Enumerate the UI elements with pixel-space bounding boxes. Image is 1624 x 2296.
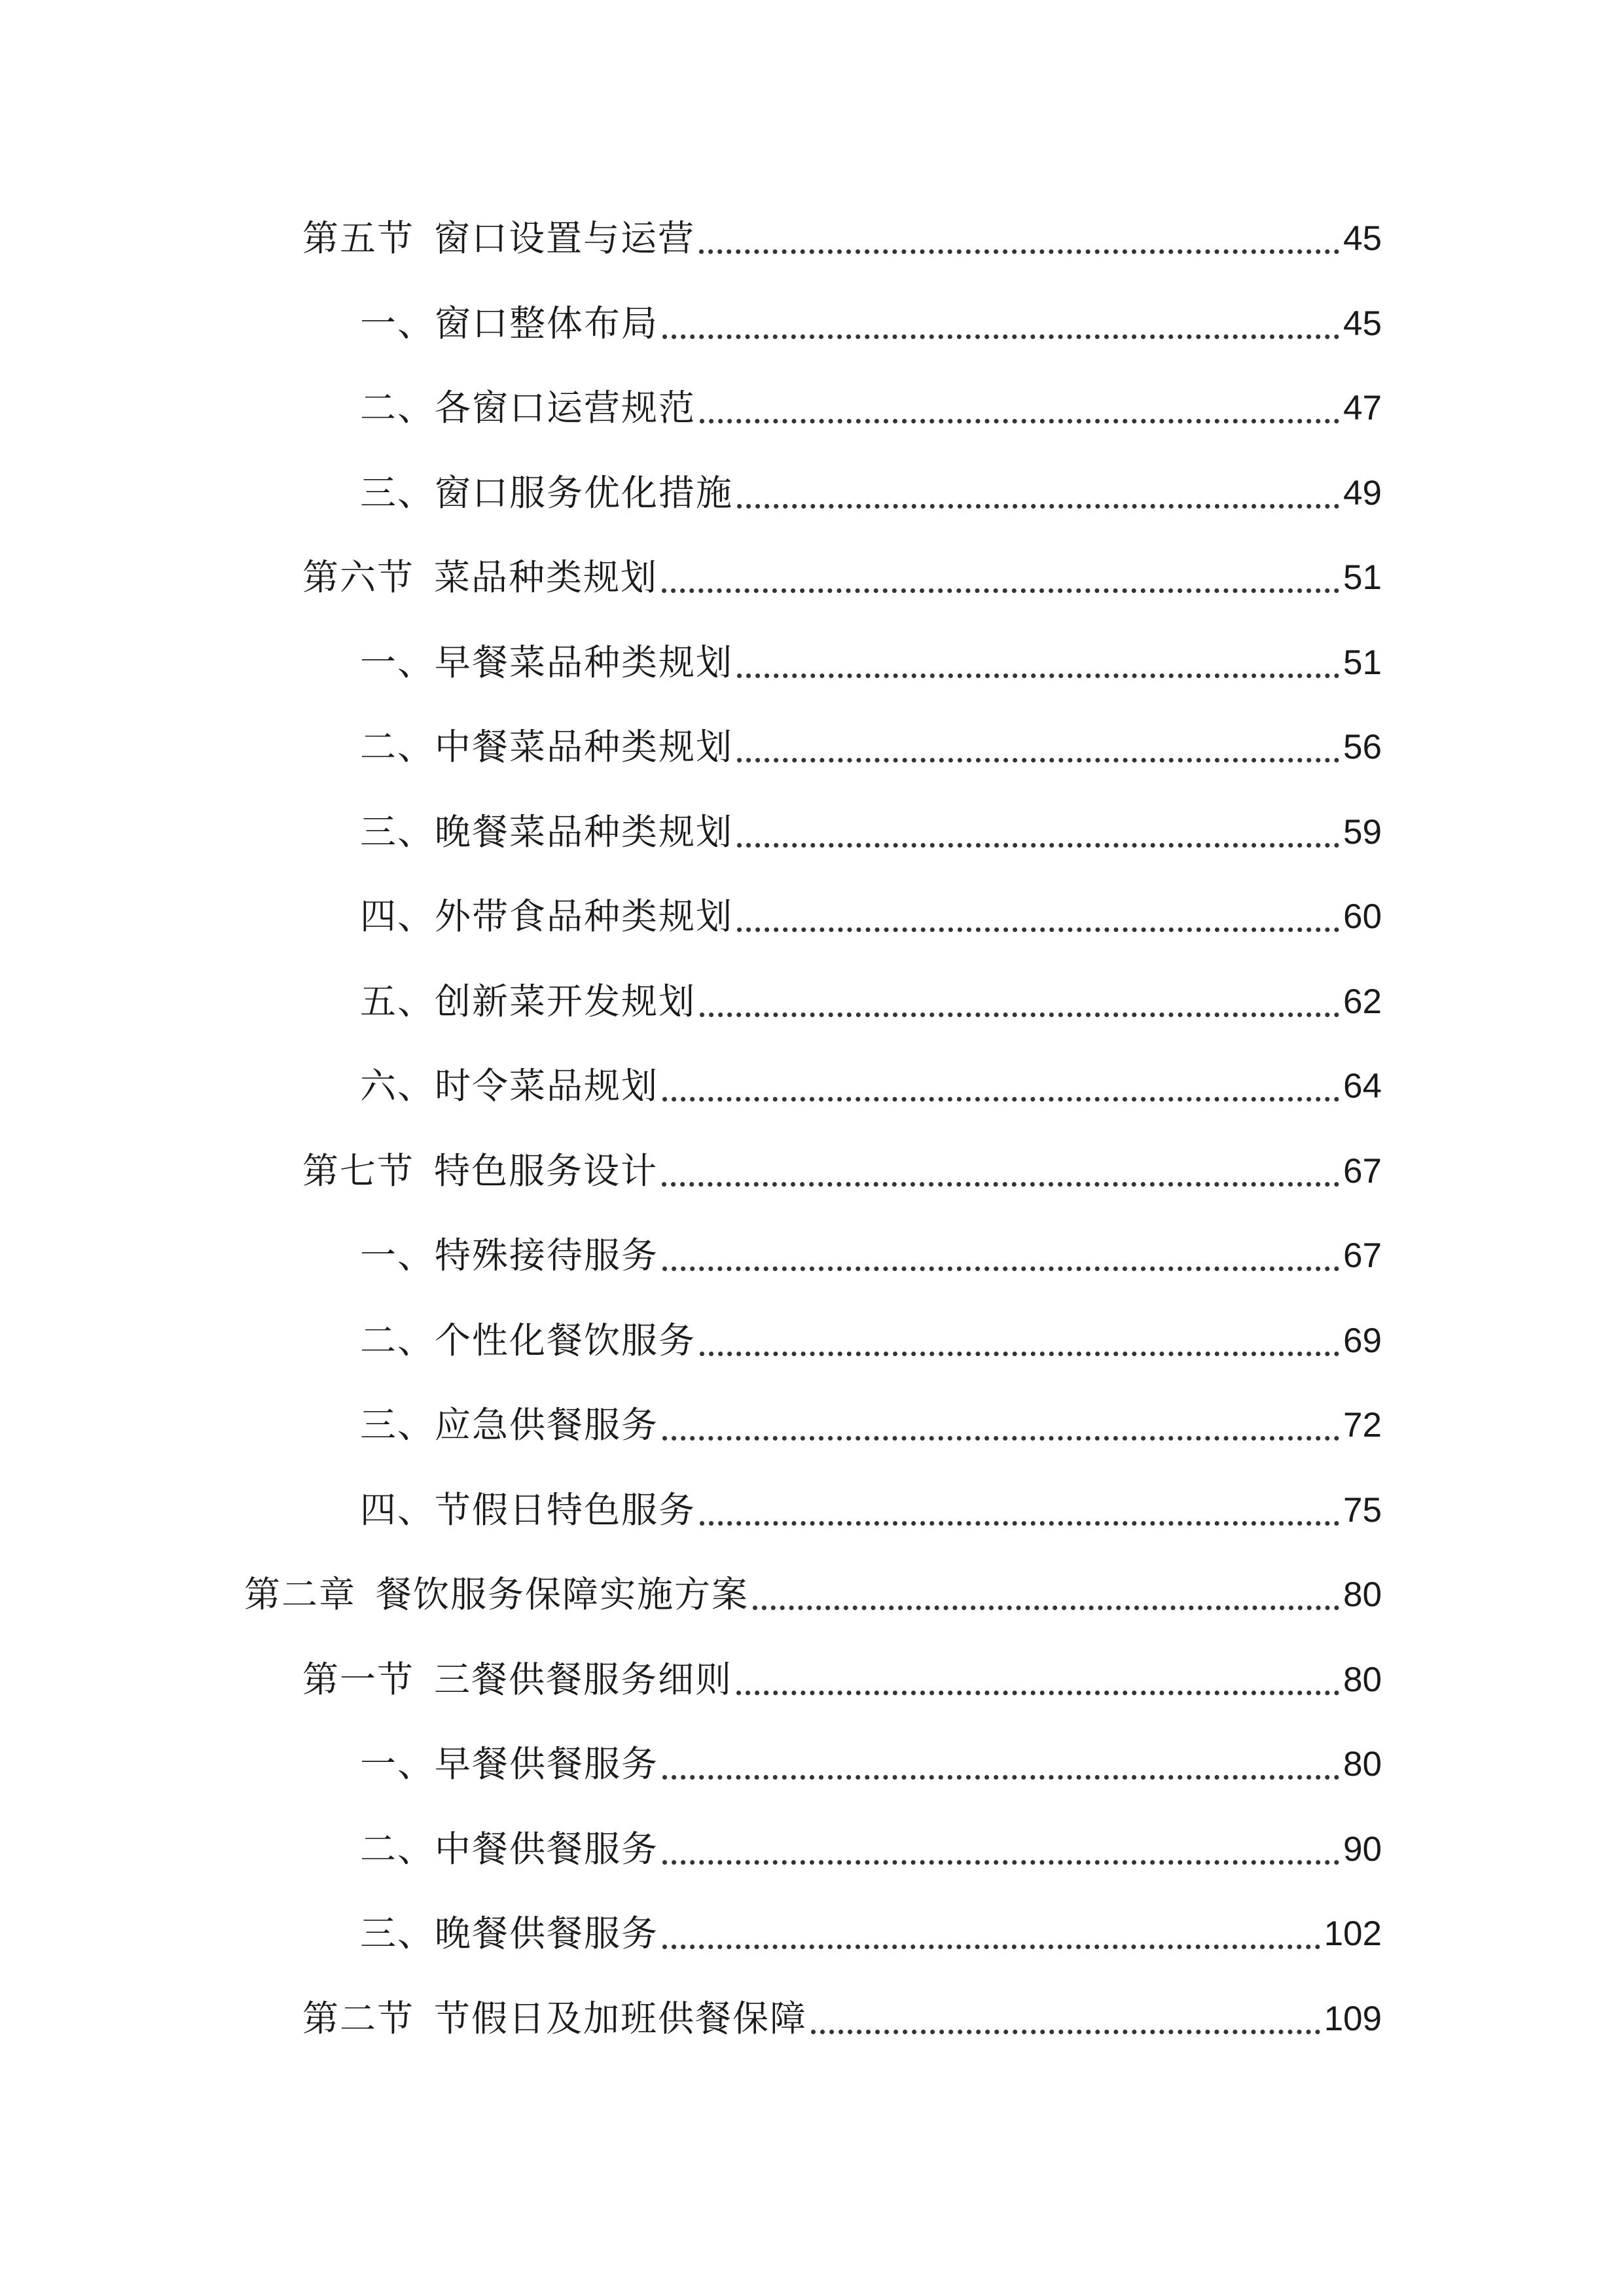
toc-entry-title: 一、早餐菜品种类规划 xyxy=(360,641,734,683)
toc-entry[interactable] xyxy=(360,630,1382,695)
toc-page-number: 62 xyxy=(1343,982,1382,1021)
toc-entry-title: 三、窗口服务优化措施 xyxy=(360,471,734,514)
toc-leader-dots xyxy=(811,2030,1320,2034)
toc-page-number: 80 xyxy=(1343,1660,1382,1699)
toc-entry[interactable] xyxy=(360,1901,1382,1966)
toc-entry-title: 六、时令菜品规划 xyxy=(360,1064,659,1107)
toc-leader-dots xyxy=(700,1013,1339,1017)
toc-entry-title: 一、特殊接待服务 xyxy=(360,1234,659,1276)
toc-entry[interactable] xyxy=(360,1053,1382,1119)
toc-entry[interactable] xyxy=(360,1223,1382,1288)
toc-leader-dots xyxy=(699,249,1339,254)
toc-page-number: 51 xyxy=(1343,643,1382,682)
toc-entry[interactable] xyxy=(302,1647,1382,1712)
toc-leader-dots xyxy=(737,843,1339,848)
toc-leader-dots xyxy=(753,1605,1339,1610)
toc-entry-title: 四、外带食品种类规划 xyxy=(360,895,734,937)
toc-entry-title: 三、应急供餐服务 xyxy=(360,1403,659,1446)
toc-leader-dots xyxy=(737,758,1339,762)
toc-leader-dots xyxy=(737,504,1339,509)
toc-page-number: 49 xyxy=(1343,473,1382,512)
toc-entry-title: 第七节 特色服务设计 xyxy=(302,1149,659,1192)
toc-entry[interactable] xyxy=(302,1138,1382,1204)
toc-entry-title: 第二节 节假日及加班供餐保障 xyxy=(302,1997,808,2039)
toc-page-number: 75 xyxy=(1343,1490,1382,1530)
toc-entry[interactable] xyxy=(360,291,1382,356)
toc-entry[interactable] xyxy=(360,1731,1382,1797)
toc-entry[interactable] xyxy=(244,1562,1382,1627)
toc-entry-title: 第五节 窗口设置与运营 xyxy=(302,217,696,259)
toc-page-number: 80 xyxy=(1343,1744,1382,1784)
toc-entry[interactable] xyxy=(360,714,1382,780)
toc-entry-title: 二、各窗口运营规范 xyxy=(360,386,696,429)
toc-leader-dots xyxy=(662,588,1339,593)
toc-entry-title: 二、个性化餐饮服务 xyxy=(360,1319,696,1361)
toc-entry-title: 五、创新菜开发规划 xyxy=(360,980,696,1022)
toc-entry-title: 一、早餐供餐服务 xyxy=(360,1742,659,1785)
toc-page-number: 56 xyxy=(1343,727,1382,766)
toc-page-number: 60 xyxy=(1343,897,1382,936)
toc-leader-dots xyxy=(662,1945,1320,1949)
toc-entry-title: 二、中餐供餐服务 xyxy=(360,1827,659,1870)
toc-entry-title: 第六节 菜品种类规划 xyxy=(302,556,659,598)
toc-page-number: 59 xyxy=(1343,812,1382,852)
toc-leader-dots xyxy=(737,673,1339,678)
toc-entry-title: 三、晚餐菜品种类规划 xyxy=(360,810,734,853)
toc-leader-dots xyxy=(662,1860,1339,1865)
toc-entry[interactable] xyxy=(360,1816,1382,1882)
toc-page-number: 47 xyxy=(1343,388,1382,427)
toc-page-number: 109 xyxy=(1324,1999,1382,2038)
toc-entry[interactable] xyxy=(360,375,1382,440)
toc-page-number: 51 xyxy=(1343,558,1382,597)
toc-page-number: 90 xyxy=(1343,1829,1382,1869)
toc-entry[interactable] xyxy=(360,969,1382,1034)
toc-entry[interactable] xyxy=(360,884,1382,949)
toc-page-number: 102 xyxy=(1324,1914,1382,1953)
toc-page-number: 67 xyxy=(1343,1151,1382,1191)
toc-page-number: 69 xyxy=(1343,1321,1382,1360)
toc-entry-title: 一、窗口整体布局 xyxy=(360,302,659,344)
toc-entry-title: 第一节 三餐供餐服务细则 xyxy=(302,1658,733,1700)
toc-leader-dots xyxy=(662,1775,1339,1780)
toc-entry-title: 四、节假日特色服务 xyxy=(360,1488,696,1531)
toc-entry[interactable] xyxy=(302,206,1382,271)
toc-entry[interactable] xyxy=(360,1392,1382,1458)
toc-leader-dots xyxy=(662,334,1339,339)
toc-leader-dots xyxy=(700,419,1339,423)
toc-page-number: 45 xyxy=(1343,219,1382,258)
toc-leader-dots xyxy=(736,1691,1339,1695)
toc-entry-title: 第二章 餐饮服务保障实施方案 xyxy=(244,1573,749,1615)
toc-entry[interactable] xyxy=(360,799,1382,865)
toc-entry[interactable] xyxy=(302,1986,1382,2051)
toc-page-number: 67 xyxy=(1343,1236,1382,1275)
toc-page-number: 64 xyxy=(1343,1066,1382,1105)
toc-entry[interactable] xyxy=(360,460,1382,526)
toc-page-number: 72 xyxy=(1343,1405,1382,1444)
toc-page-number: 45 xyxy=(1343,304,1382,343)
toc-leader-dots xyxy=(662,1097,1339,1102)
toc-leader-dots xyxy=(700,1521,1339,1526)
toc-entry[interactable] xyxy=(360,1477,1382,1543)
toc-leader-dots xyxy=(737,927,1339,932)
toc-entry-title: 二、中餐菜品种类规划 xyxy=(360,725,734,768)
toc-page-number: 80 xyxy=(1343,1575,1382,1614)
toc-entry[interactable] xyxy=(360,1308,1382,1373)
toc-leader-dots xyxy=(662,1182,1339,1187)
toc-entry-title: 三、晚餐供餐服务 xyxy=(360,1912,659,1954)
toc-leader-dots xyxy=(662,1436,1339,1441)
toc-leader-dots xyxy=(700,1352,1339,1356)
toc-entry[interactable] xyxy=(302,545,1382,610)
toc-leader-dots xyxy=(662,1266,1339,1271)
